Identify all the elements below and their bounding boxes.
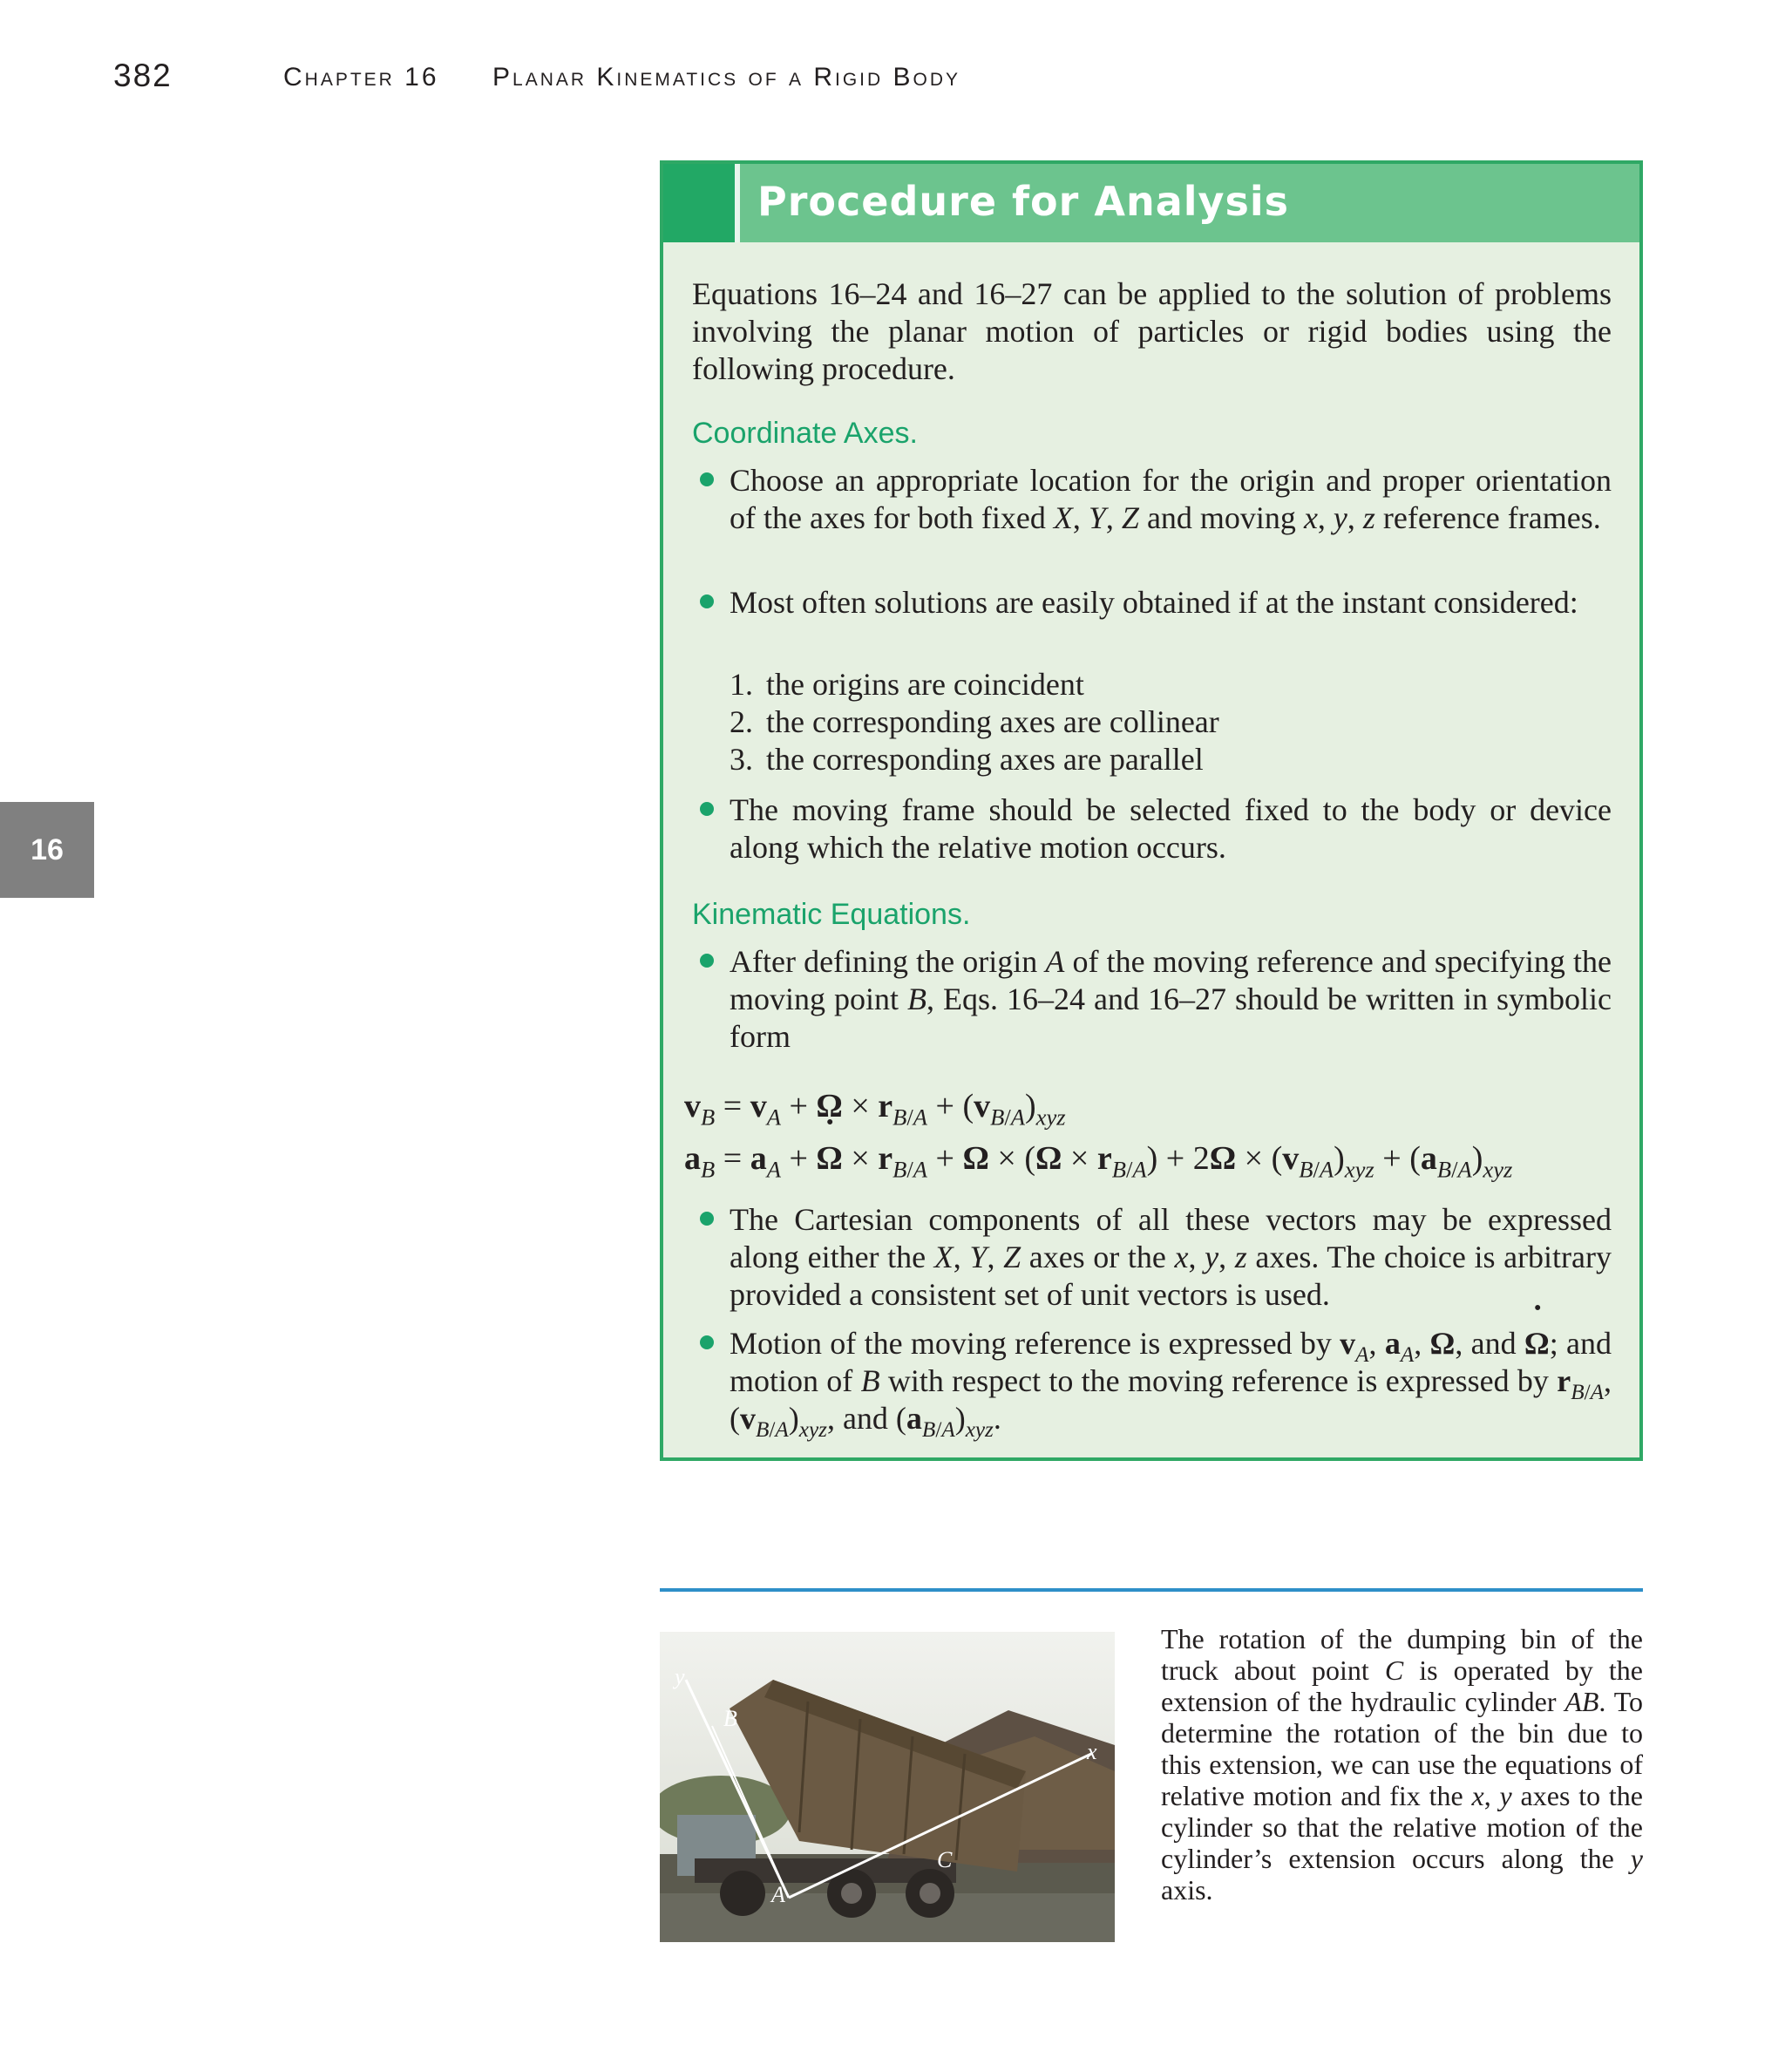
list-item: the corresponding axes are parallel (766, 742, 1204, 777)
figure-caption: The rotation of the dumping bin of the truck about point C is operated by the extension of the hydraulic cylinder AB. To determine the rotation of the bin due to this extension, we can use the equations of relative motion and fix the x, y axes to the cylinder so that the relative motion of the cylinder’s extension occurs along the y axis. (1161, 1623, 1644, 1906)
page-number: 382 (113, 58, 173, 93)
procedure-header (663, 164, 1639, 242)
bullet-icon (700, 472, 714, 486)
list-number: 3. (730, 742, 753, 777)
bullet-moving-frame: The moving frame should be selected fixed to the body or device along which the relative motion occurs. (730, 792, 1612, 865)
header-accent-block (663, 164, 735, 242)
procedure-box (660, 160, 1643, 1461)
chapter-label: Chapter 16 (283, 63, 439, 92)
label-c: C (937, 1847, 953, 1872)
bullet-icon (700, 954, 714, 968)
chapter-tab: 16 (0, 802, 94, 898)
bullet-cartesian-components: The Cartesian components of all these vectors may be expressed along either the X, Y, Z axes or the x, y, z axes. The choice is arbitrary provided a consistent set of unit vectors is used. (730, 1202, 1612, 1312)
bullet-icon (700, 1212, 714, 1226)
bullet-icon (700, 802, 714, 816)
section-heading-kinematic-equations: Kinematic Equations. (692, 898, 971, 931)
section-heading-coordinate-axes: Coordinate Axes. (692, 417, 918, 450)
label-a: A (771, 1882, 785, 1907)
list-number: 2. (730, 704, 753, 739)
dump-truck-photo (660, 1632, 1115, 1942)
list-item: the corresponding axes are collinear (766, 704, 1219, 739)
bullet-define-origin: After defining the origin A of the moving reference and specifying the moving point B, Eqs. 16–24 and 16–27 should be written in symbolic form (730, 944, 1612, 1054)
bullet-icon (700, 594, 714, 608)
intro-paragraph: Equations 16–24 and 16–27 can be applied to the solution of problems involving the planar motion of particles or rigid bodies using the following procedure. (692, 276, 1612, 386)
procedure-title: Procedure for Analysis (757, 178, 1290, 225)
bullet-instant-considered: Most often solutions are easily obtained if at the instant considered: (730, 585, 1578, 620)
list-item: the origins are coincident (766, 667, 1084, 702)
label-b: B (723, 1706, 737, 1731)
running-head (0, 58, 1785, 101)
velocity-equation: $v_B = v_A + \Omega \times r_{B/A} + (v_{B/A})_{xyz}$ (684, 1088, 1066, 1131)
bullet-icon (700, 1335, 714, 1349)
header-divider (735, 164, 740, 242)
list-number: 1. (730, 667, 753, 702)
acceleration-equation: $a_B = a_A + \Omega$ ˙ × $r_{B/A} + \Omega \times (\Omega \times r_{B/A}) + 2\Omega \times (v_{B/A})_{xyz} + (a_{B/A})_{xyz}$ (684, 1138, 1512, 1179)
bullet-motion-expressed: Motion of the moving reference is expressed by $v_A$, $a_A$, Ω, and Ω ˙; and motion of B with respect to the moving reference is expressed by $r_{B/A}$, $(v_{B/A})_{xyz}$, and $(a_{B/A})_{xyz}$. (730, 1325, 1612, 1437)
chapter-title: Planar Kinematics of a Rigid Body (492, 63, 961, 92)
label-y: y (675, 1664, 685, 1689)
section-rule (660, 1588, 1643, 1592)
label-x: x (1087, 1739, 1097, 1764)
bullet-origin-orientation: Choose an appropriate location for the origin and proper orientation of the axes for both fixed X, Y, Z and moving x, y, z reference frames. (730, 463, 1612, 535)
